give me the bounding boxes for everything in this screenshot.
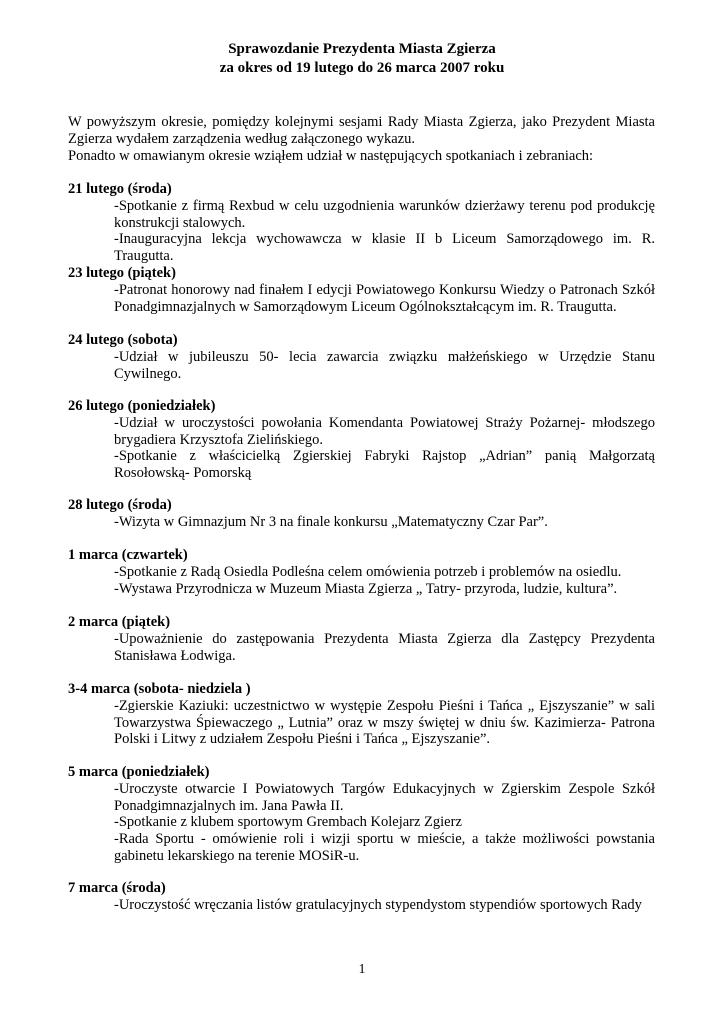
list-item: -Rada Sportu - omówienie roli i wizji sportu w mieście, a także możliwości powstania gabinetu lekarskiego na terenie MOSiR-u. (114, 831, 655, 864)
intro-paragraph-1: W powyższym okresie, pomiędzy kolejnymi sesjami Rady Miasta Zgierza, jako Prezydent Miasta Zgierza wydałem zarządzenia według załączonego wykazu. (68, 114, 655, 147)
list-item: -Udział w jubileuszu 50- lecia zawarcia związku małżeńskiego w Urzędzie Stanu Cywilnego. (114, 348, 655, 382)
section-date: 2 marca (piątek) (68, 614, 171, 630)
section-7-marca (68, 880, 655, 914)
section-3-4-marca (68, 681, 655, 748)
section-1-marca (68, 547, 655, 597)
list-item: -Uroczyste otwarcie I Powiatowych Targów Edukacyjnych w Zgierskim Zespole Szkół Ponadgimnazjalnych im. Jana Pawła II. (114, 780, 655, 814)
list-item: -Patronat honorowy nad finałem I edycji Powiatowego Konkursu Wiedzy o Patronach Szkół Ponadgimnazjalnych w Samorządowym Liceum Ogólnokształcącym im. R. Traugutta. (114, 281, 655, 315)
section-24-lutego (68, 332, 655, 382)
list-item: -Spotkanie z firmą Rexbud w celu uzgodnienia warunków dzierżawy terenu pod produkcję konstrukcji stalowych. (114, 197, 655, 231)
list-item: -Udział w uroczystości powołania Komendanta Powiatowej Straży Pożarnej- młodszego brygadiera Krzysztofa Zielińskiego. (114, 414, 655, 448)
document-title (0, 40, 724, 78)
section-date: 26 lutego (poniedziałek) (68, 398, 216, 414)
section-date: 5 marca (poniedziałek) (68, 764, 210, 780)
section-date: 7 marca (środa) (68, 880, 166, 896)
section-date: 24 lutego (sobota) (68, 332, 178, 348)
list-item: -Spotkanie z właścicielką Zgierskiej Fabryki Rajstop „Adrian” panią Małgorzatą Rosołowską- Pomorską (114, 448, 655, 482)
list-item: -Uroczystość wręczania listów gratulacyjnych stypendystom stypendiów sportowych Rady (114, 896, 642, 913)
list-item: -Wystawa Przyrodnicza w Muzeum Miasta Zgierza „ Tatry- przyroda, ludzie, kultura”. (114, 580, 618, 597)
section-date: 21 lutego (środa) (68, 181, 172, 197)
list-item: -Spotkanie z klubem sportowym Grembach Kolejarz Zgierz (114, 814, 462, 831)
section-date: 1 marca (czwartek) (68, 547, 188, 563)
page-number: 1 (358, 962, 366, 977)
section-2-marca (68, 614, 655, 664)
section-5-marca (68, 764, 655, 865)
section-21-lutego (68, 181, 655, 265)
list-item: -Spotkanie z Radą Osiedla Podleśna celem omówienia potrzeb i problemów na osiedlu. (114, 563, 622, 580)
section-date: 23 lutego (piątek) (68, 265, 176, 281)
intro-paragraph-2: Ponadto w omawianym okresie wziąłem udział w następujących spotkaniach i zebraniach: (68, 147, 594, 164)
intro (68, 114, 655, 164)
section-28-lutego (68, 497, 655, 531)
section-date: 28 lutego (środa) (68, 497, 172, 513)
list-item: -Wizyta w Gimnazjum Nr 3 na finale konkursu „Matematyczny Czar Par”. (114, 513, 548, 530)
section-23-lutego (68, 265, 655, 315)
list-item: -Zgierskie Kaziuki: uczestnictwo w występie Zespołu Pieśni i Tańca „ Ejszyszanie” w sali Towarzystwa Śpiewaczego „ Lutnia” oraz w mszy świętej w dniu św. Kazimierza- Patrona Polski i Litwy z udziałem Zespołu Pieśni i Tańca „ Ejszyszanie”. (114, 697, 655, 748)
title-line-1: Sprawozdanie Prezydenta Miasta Zgierza (228, 41, 496, 57)
list-item: -Upoważnienie do zastępowania Prezydenta Miasta Zgierza dla Zastępcy Prezydenta Stanisława Łodwiga. (114, 630, 655, 664)
section-date: 3-4 marca (sobota- niedziela ) (68, 681, 251, 697)
title-line-2: za okres od 19 lutego do 26 marca 2007 roku (219, 60, 505, 76)
list-item: -Inauguracyjna lekcja wychowawcza w klasie II b Liceum Samorządowego im. R. Traugutta. (114, 231, 655, 265)
section-26-lutego (68, 398, 655, 482)
